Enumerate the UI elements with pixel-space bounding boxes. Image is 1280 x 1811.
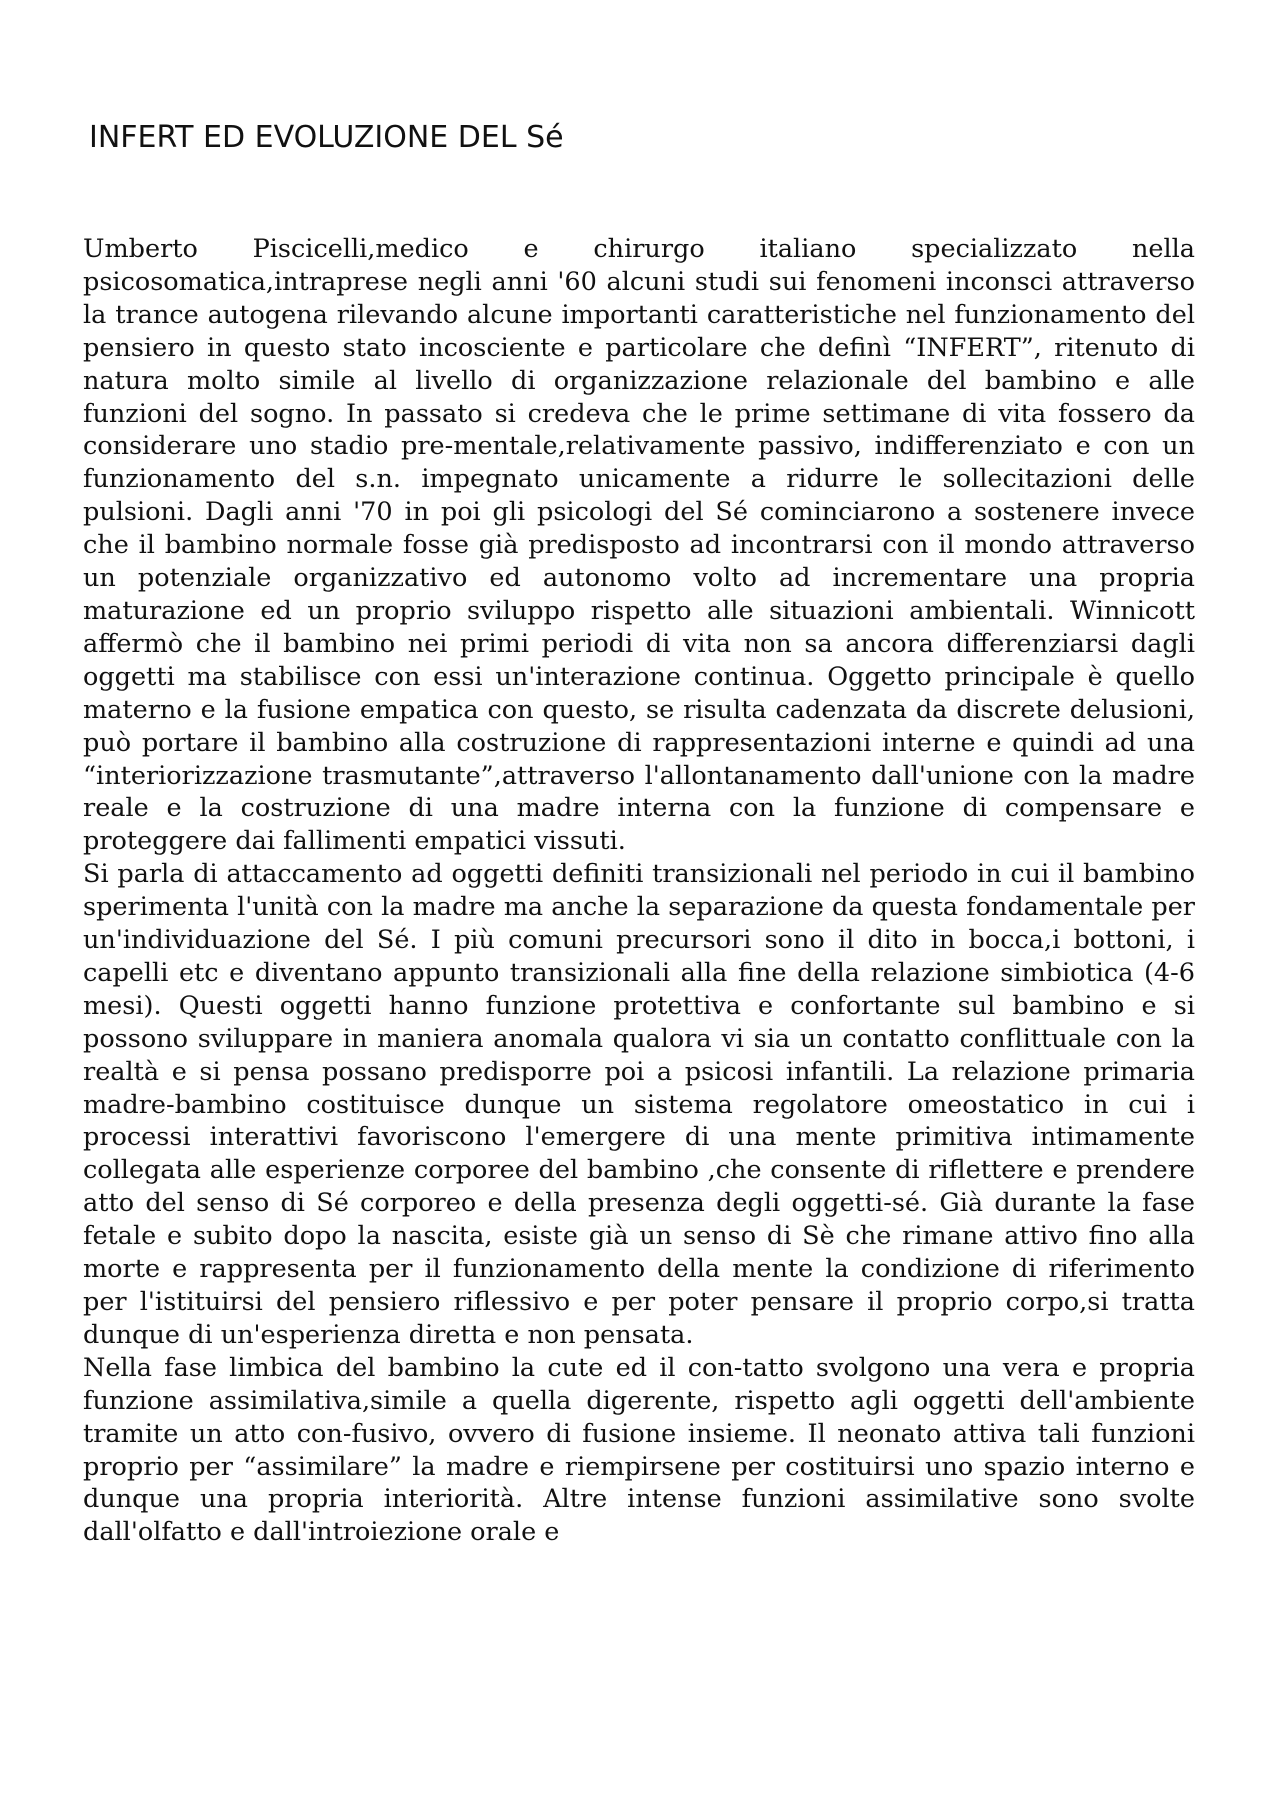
paragraph-infert-intro: Umberto Piscicelli,medico e chirurgo italiano specializzato nella psicosomatica,intraprese negli anni '60 alcuni studi sui fenomeni inconsci attraverso la trance autogena rilevando alcune importanti caratteristiche nel funzionamento del pensiero in questo stato incosciente e particolare che definì “INFERT”, ritenuto di natura molto simile al livello di organizzazione relazionale del bambino e alle funzioni del sogno. In passato si credeva che le prime settimane di vita fossero da considerare uno stadio pre-mentale,relativamente passivo, indifferenziato e con un funzionamento del s.n. impegnato unicamente a ridurre le sollecitazioni delle pulsioni. Dagli anni '70 in poi gli psicologi del Sé cominciarono a sostenere invece che il bambino normale fosse già predisposto ad incontrarsi con il mondo attraverso un potenziale organizzativo ed autonomo volto ad incrementare una propria maturazione ed un proprio sviluppo rispetto alle situazioni ambientali. Winnicott affermò che il bambino nei primi periodi di vita non sa ancora differenziarsi dagli oggetti ma stabilisce con essi un'interazione continua. Oggetto principale è quello materno e la fusione empatica con questo, se risulta cadenzata da discrete delusioni, può portare il bambino alla costruzione di rappresentazioni interne e quindi ad una “interiorizzazione trasmutante”,attraverso l'allontanamento dall'unione con la madre reale e la costruzione di una madre interna con la funzione di compensare e proteggere dai fallimenti empatici vissuti. <box>83 234 1195 857</box>
paragraph-transitional-objects: Si parla di attaccamento ad oggetti definiti transizionali nel periodo in cui il bambino sperimenta l'unità con la madre ma anche la separazione da questa fondamentale per un'individuazione del Sé. I più comuni precursori sono il dito in bocca,i bottoni, i capelli etc e diventano appunto transizionali alla fine della relazione simbiotica (4-6 mesi). Questi oggetti hanno funzione protettiva e confortante sul bambino e si possono sviluppare in maniera anomala qualora vi sia un contatto conflittuale con la realtà e si pensa possano predisporre poi a psicosi infantili. La relazione primaria madre-bambino costituisce dunque un sistema regolatore omeostatico in cui i processi interattivi favoriscono l'emergere di una mente primitiva intimamente collegata alle esperienze corporee del bambino ,che consente di riflettere e prendere atto del senso di Sé corporeo e della presenza degli oggetti-sé. Già durante la fase fetale e subito dopo la nascita, esiste già un senso di Sè che rimane attivo fino alla morte e rappresenta per il funzionamento della mente la condizione di riferimento per l'istituirsi del pensiero riflessivo e per poter pensare il proprio corpo,si tratta dunque di un'esperienza diretta e non pensata. <box>83 859 1195 1350</box>
document-title: INFERT ED EVOLUZIONE DEL Sé <box>89 120 564 155</box>
paragraph-limbic-phase: Nella fase limbica del bambino la cute ed il con-tatto svolgono una vera e propria funzione assimilativa,simile a quella digerente, rispetto agli oggetti dell'ambiente tramite un atto con-fusivo, ovvero di fusione insieme. Il neonato attiva tali funzioni proprio per “assimilare” la madre e riempirsene per costituirsi uno spazio interno e dunque una propria interiorità. Altre intense funzioni assimilative sono svolte dall'olfatto e dall'introiezione orale e <box>83 1352 1195 1548</box>
document-body <box>83 233 1195 1793</box>
